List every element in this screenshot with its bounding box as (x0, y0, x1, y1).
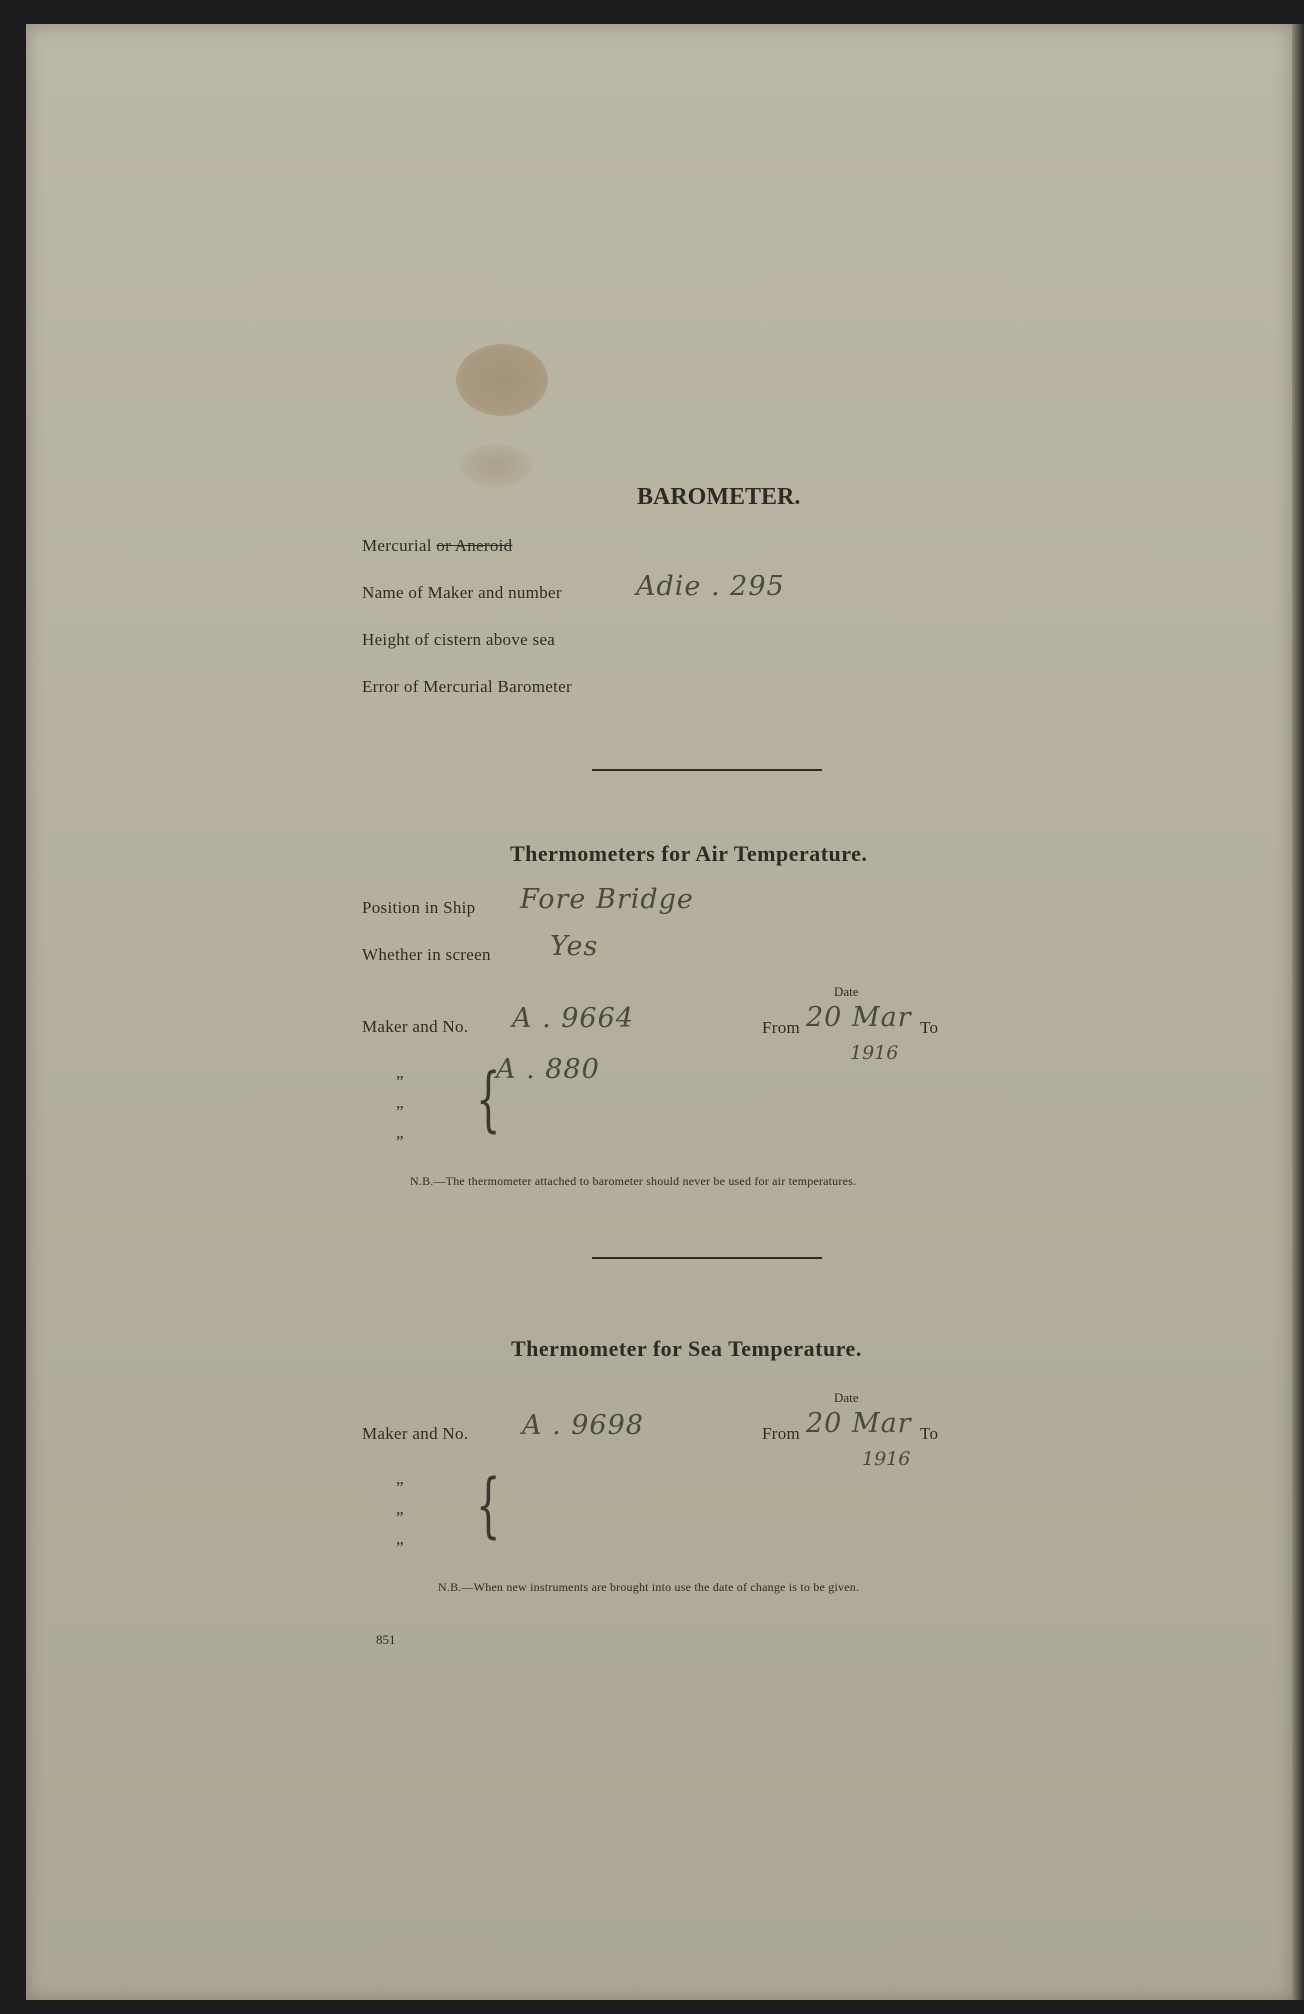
air-maker-value: A . 9664 (512, 1003, 634, 1034)
mercurial-text: Mercurial (362, 536, 432, 555)
form-sheet (26, 24, 1292, 2000)
position-label: Position in Ship (362, 898, 476, 917)
air-note: N.B.—The thermometer attached to barometer should never be used for air temperatures. (410, 1174, 857, 1188)
sea-note: N.B.—When new instruments are brought into use the date of change is to be given. (438, 1580, 860, 1594)
section-divider-2 (592, 1257, 822, 1259)
sea-date-label: Date (834, 1390, 859, 1405)
position-value: Fore Bridge (520, 884, 694, 915)
water-stain (456, 344, 548, 416)
height-label: Height of cistern above sea (362, 630, 556, 649)
ditto-mark: ” (396, 1508, 404, 1527)
sea-maker-label: Maker and No. (362, 1424, 469, 1443)
air-title: Thermometers for Air Temperature. (510, 841, 868, 866)
brace-icon: { (476, 1058, 501, 1140)
air-date-label: Date (834, 984, 859, 999)
barometer-maker-value: Adie . 295 (636, 571, 785, 602)
air-maker-value-2: A . 880 (496, 1054, 600, 1085)
ditto-mark: ” (396, 1538, 404, 1557)
sea-from-label: From (762, 1424, 801, 1443)
ditto-mark: ” (396, 1102, 404, 1121)
ditto-mark: ” (396, 1132, 404, 1151)
screen-value: Yes (550, 931, 599, 962)
form-number: 851 (376, 1632, 396, 1647)
air-from-value: 20 Mar (806, 1002, 912, 1033)
brace-icon: { (476, 1464, 501, 1546)
faint-stain (460, 444, 532, 488)
binding-edge (1292, 24, 1304, 2000)
air-from-label: From (762, 1018, 801, 1037)
barometer-title: BAROMETER. (637, 484, 801, 510)
sea-to-label: To (920, 1424, 939, 1443)
ditto-mark: ” (396, 1478, 404, 1497)
air-to-label: To (920, 1018, 939, 1037)
sea-year-value: 1916 (862, 1448, 911, 1470)
section-divider-1 (592, 769, 822, 771)
barometer-maker-label: Name of Maker and number (362, 583, 562, 602)
sea-title: Thermometer for Sea Temperature. (511, 1336, 862, 1361)
mercurial-label (362, 536, 512, 556)
error-label: Error of Mercurial Barometer (362, 677, 572, 696)
air-year-value: 1916 (850, 1042, 899, 1064)
ditto-mark: ” (396, 1072, 404, 1091)
screen-label: Whether in screen (362, 945, 491, 964)
sea-maker-value: A . 9698 (522, 1410, 644, 1441)
aneroid-struck-text: or Aneroid (436, 536, 513, 555)
sea-from-value: 20 Mar (806, 1408, 912, 1439)
air-maker-label: Maker and No. (362, 1017, 469, 1036)
